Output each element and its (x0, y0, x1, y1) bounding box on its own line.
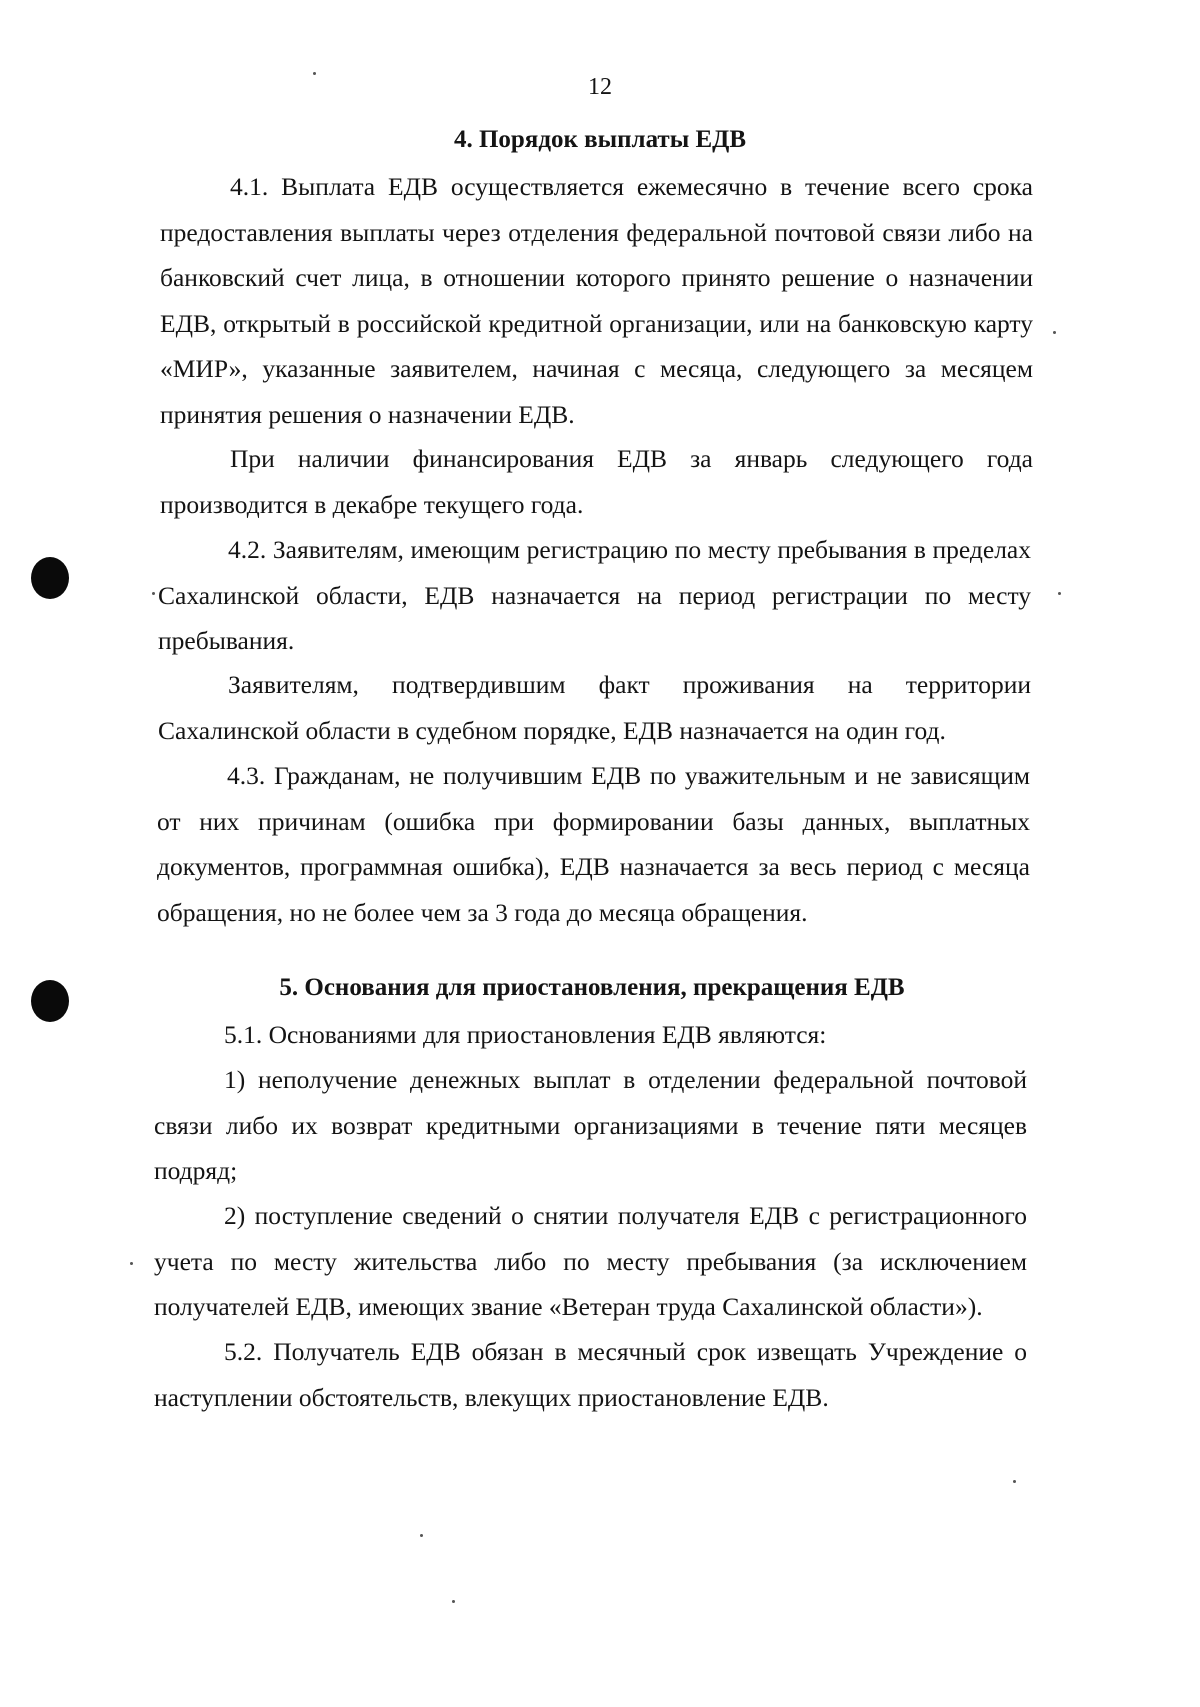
scan-speck (1053, 331, 1056, 334)
paragraph-5-1: 5.1. Основаниями для приостановления ЕДВ являются: (224, 1020, 827, 1049)
scan-speck (1058, 592, 1061, 595)
scan-speck (152, 592, 155, 595)
paragraph-4-1: 4.1. Выплата ЕДВ осуществляется ежемесячно в течение всего срока предоставления выплаты через отделения федеральной почтовой связи либо на банковский счет лица, в отношении которого принято решение о назначении ЕДВ, открытый в российской кредитной организации, или на банковскую карту «МИР», указанные заявителем, начиная с месяца, следующего за месяцем принятия решения о назначении ЕДВ. (160, 172, 1033, 429)
scan-speck (420, 1534, 423, 1537)
scan-speck (313, 72, 316, 75)
paragraph-4-3: 4.3. Гражданам, не получившим ЕДВ по уважительным и не зависящим от них причинам (ошибка при формировании базы данных, выплатных документов, программная ошибка), ЕДВ назначается за весь период с месяца обращения, но не более чем за 3 года до месяца обращения. (157, 761, 1030, 927)
scan-speck (452, 1600, 455, 1603)
page-number: 12 (588, 74, 612, 100)
scan-speck (1013, 1480, 1016, 1483)
paragraph-5-2: 5.2. Получатель ЕДВ обязан в месячный срок извещать Учреждение о наступлении обстоятельств, влекущих приостановление ЕДВ. (154, 1337, 1027, 1412)
scan-speck (130, 1262, 133, 1265)
list-item-5-1-2: 2) поступление сведений о снятии получателя ЕДВ с регистрационного учета по месту жительства либо по месту пребывания (за исключением получателей ЕДВ, имеющих звание «Ветеран труда Сахалинской области»). (154, 1201, 1027, 1322)
list-item-5-1-1: 1) неполучение денежных выплат в отделении федеральной почтовой связи либо их возврат кредитными организациями в течение пяти месяцев подряд; (154, 1065, 1027, 1186)
punch-hole-bottom (31, 980, 69, 1022)
section-5-heading: 5. Основания для приостановления, прекращения ЕДВ (279, 974, 905, 1001)
section-4-heading: 4. Порядок выплаты ЕДВ (453, 126, 747, 153)
paragraph-4-1-financing: При наличии финансирования ЕДВ за январь следующего года производится в декабре текущего года. (160, 444, 1033, 519)
paragraph-4-2: 4.2. Заявителям, имеющим регистрацию по месту пребывания в пределах Сахалинской области, ЕДВ назначается на период регистрации по месту пребывания. (158, 535, 1031, 656)
paragraph-4-2-court: Заявителям, подтвердившим факт проживания на территории Сахалинской области в судебном порядке, ЕДВ назначается на один год. (158, 670, 1031, 745)
punch-hole-top (31, 557, 69, 599)
